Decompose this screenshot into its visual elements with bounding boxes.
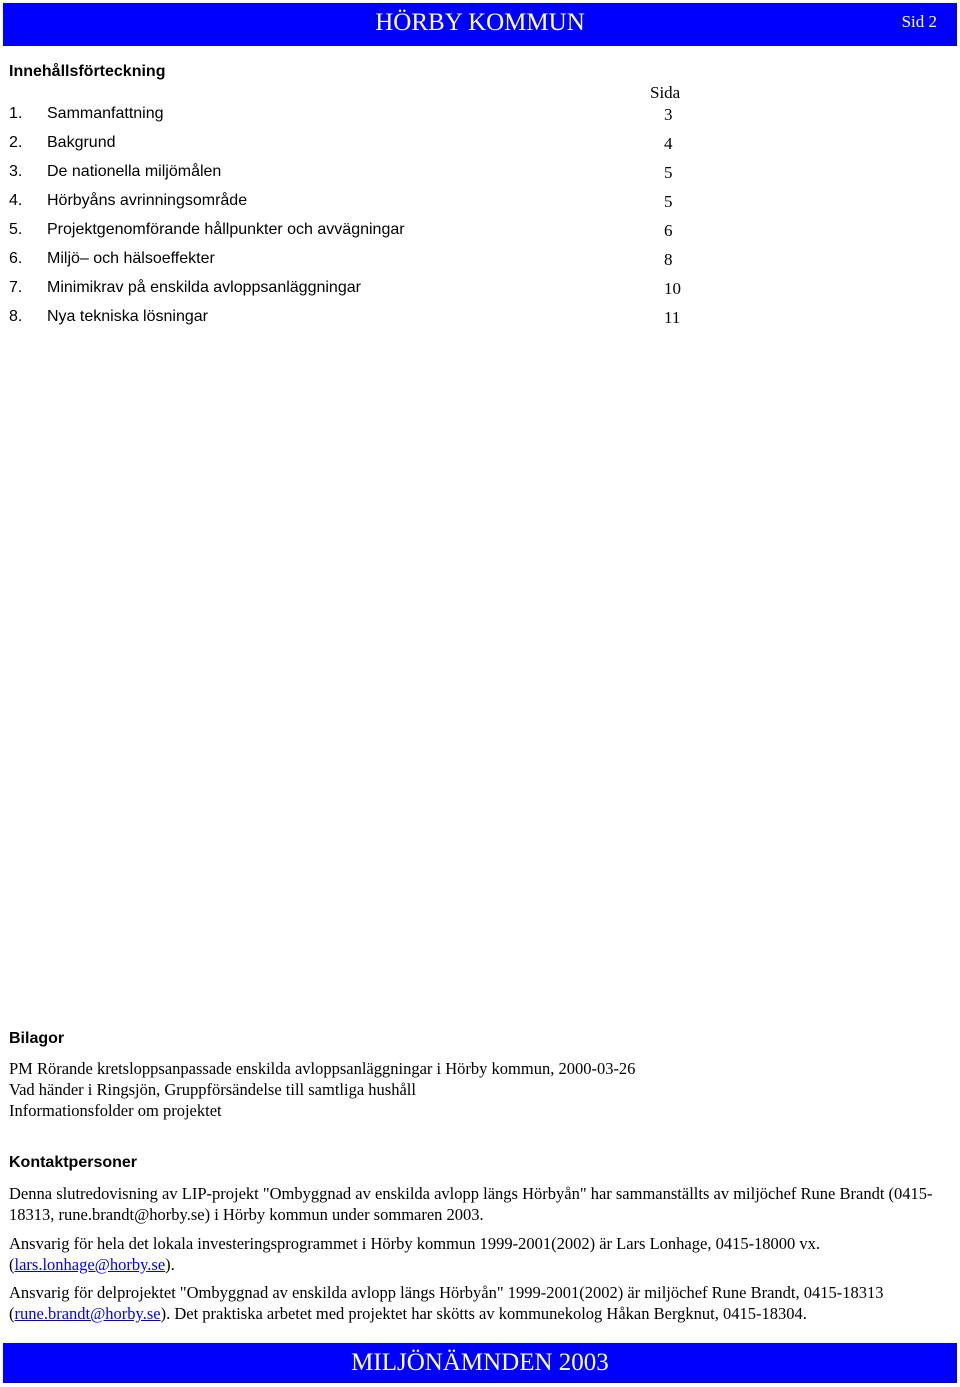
page-number: Sid 2 [901, 12, 937, 31]
toc-item[interactable] [9, 163, 689, 185]
toc-item[interactable] [9, 250, 689, 272]
toc-item[interactable] [9, 192, 689, 214]
email-link-lonhage[interactable]: lars.lonhage@horby.se [14, 1255, 166, 1274]
toc-item-label: Nya tekniska lösningar [47, 308, 208, 325]
toc-item-label: Bakgrund [47, 134, 116, 151]
toc-item-number: 6. [9, 250, 23, 267]
kontakt-paragraph-2 [9, 1233, 949, 1275]
toc-item-page: 11 [664, 308, 681, 327]
toc-item[interactable] [9, 279, 689, 301]
bilaga-item: Vad händer i Ringsjön, Gruppförsändelse till samtliga hushåll [9, 1080, 416, 1099]
toc-item-page: 8 [664, 250, 673, 269]
toc-item-page: 10 [664, 279, 681, 298]
kontakt-p2-text: Ansvarig för hela det lokala investeringsprogrammet i Hörby kommun 1999-2001(2002) är Lars Lonhage, 0415-18000 vx. ( [9, 1234, 821, 1274]
toc-item-label: Hörbyåns avrinningsområde [47, 192, 248, 209]
toc-item-label: Miljö– och hälsoeffekter [47, 250, 215, 267]
toc-item-number: 5. [9, 221, 23, 238]
toc-item-label: Projektgenomförande hållpunkter och avvägningar [47, 221, 405, 238]
header-band [3, 3, 957, 46]
footer-band [3, 1343, 957, 1383]
toc-item-number: 4. [9, 192, 23, 209]
toc-item[interactable] [9, 105, 689, 127]
toc-item-number: 3. [9, 163, 23, 180]
toc-item[interactable] [9, 308, 689, 330]
toc-item-label: Sammanfattning [47, 105, 164, 122]
toc-item[interactable] [9, 221, 689, 243]
bilaga-item: PM Rörande kretsloppsanpassade enskilda avloppsanläggningar i Hörby kommun, 2000-03-26 [9, 1059, 636, 1078]
toc-item-number: 8. [9, 308, 23, 325]
toc-page-column-label: Sida [650, 83, 681, 102]
header-title: HÖRBY KOMMUN [375, 9, 585, 36]
kontakt-paragraph-1: Denna slutredovisning av LIP-projekt "Ombyggnad av enskilda avlopp längs Hörbyån" har sammanställts av miljöchef Rune Brandt (0415-18313, rune.brandt@horby.se) i Hörby kommun under sommaren 2003. [9, 1184, 933, 1224]
toc-item-page: 4 [664, 134, 673, 153]
toc-item-page: 5 [664, 163, 673, 182]
email-link-brandt[interactable]: rune.brandt@horby.se [14, 1304, 161, 1323]
toc-item-page: 3 [664, 105, 673, 124]
toc-item-label: De nationella miljömålen [47, 163, 222, 180]
toc-item-number: 1. [9, 105, 23, 122]
toc-item-page: 5 [664, 192, 673, 211]
toc-item-page: 6 [664, 221, 673, 240]
toc-item-label: Minimikrav på enskilda avloppsanläggningar [47, 279, 361, 296]
kontakt-paragraph-3 [9, 1282, 949, 1324]
toc-item-number: 2. [9, 134, 23, 151]
footer-title: MILJÖNÄMNDEN 2003 [351, 1349, 609, 1376]
toc-item[interactable] [9, 134, 689, 156]
kontakt-p2-tail: ). [165, 1255, 175, 1274]
bilaga-item: Informationsfolder om projektet [9, 1101, 222, 1120]
kontakt-heading: Kontaktpersoner [9, 1154, 138, 1171]
toc-item-number: 7. [9, 279, 23, 296]
kontakt-p3-tail: ). Det praktiska arbetet med projektet har skötts av kommunekolog Håkan Bergknut, 0415-18304. [160, 1304, 807, 1323]
bilagor-heading: Bilagor [9, 1030, 65, 1047]
toc-heading: Innehållsförteckning [9, 63, 166, 80]
kontakt-p3-text: Ansvarig för delprojektet "Ombyggnad av enskilda avlopp längs Hörbyån" 1999-2001(2002) är miljöchef Rune Brandt, 0415-18313 ( [9, 1283, 884, 1323]
